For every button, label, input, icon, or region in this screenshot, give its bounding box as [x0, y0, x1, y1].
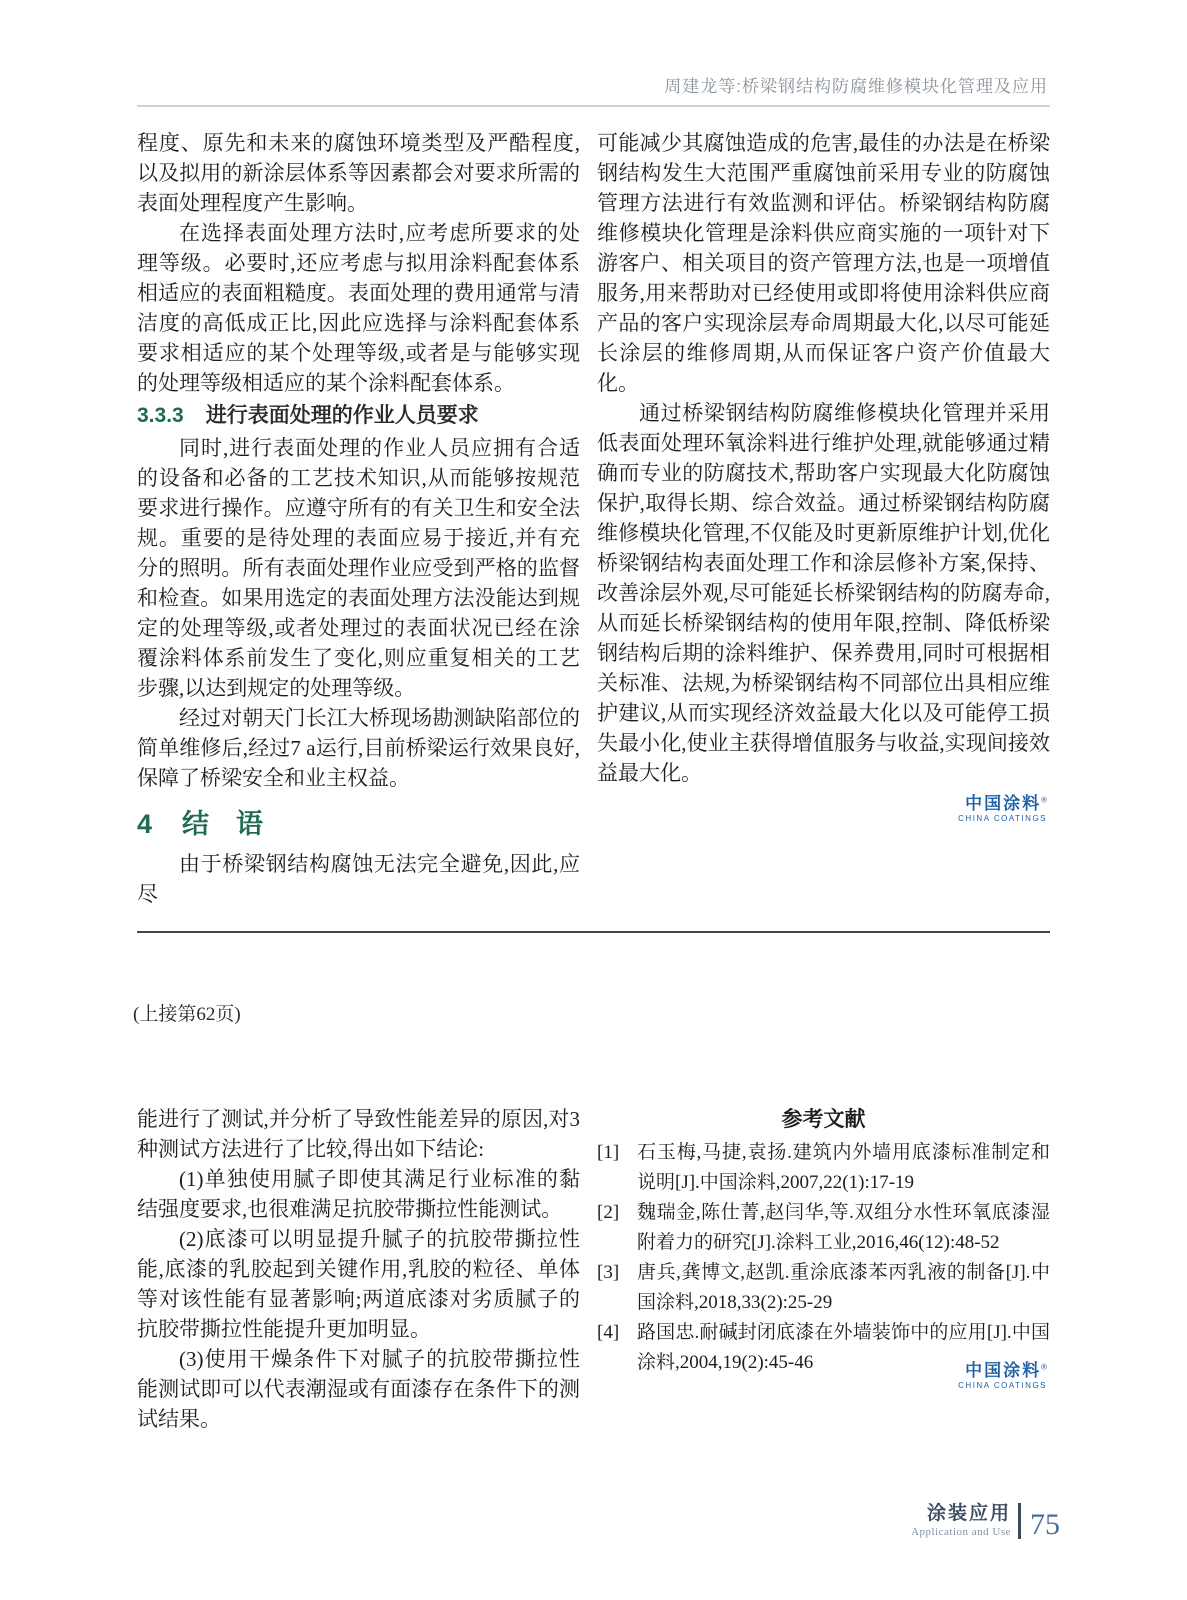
footer-divider-bar — [1018, 1503, 1021, 1539]
reference-entry — [597, 1198, 1050, 1258]
conclusion-item-3: (3)使用干燥条件下对腻子的抗胶带撕拉性能测试即可以代表潮湿或有面漆存在条件下的测试结果。 — [137, 1347, 580, 1431]
reference-text: 唐兵,龚博文,赵凯.重涂底漆苯丙乳液的制备[J].中国涂料,2018,33(2):25-29 — [637, 1262, 1050, 1313]
logo-wordmark — [958, 795, 1047, 814]
paragraph: 由于桥梁钢结构腐蚀无法完全避免,因此,应尽 — [137, 852, 580, 906]
registered-mark-icon: ® — [1041, 1362, 1047, 1372]
reference-text: 魏瑞金,陈仕菁,赵闫华,等.双组分水性环氧底漆湿附着力的研究[J].涂料工业,2016,46(12):48-52 — [637, 1202, 1050, 1253]
article2-column-left — [137, 1104, 580, 1434]
reference-text: 路国忠.耐碱封闭底漆在外墙装饰中的应用[J].中国涂料,2004,19(2):45-46 — [637, 1322, 1050, 1373]
article-divider-rule — [137, 931, 1050, 933]
section-title: 结 语 — [182, 809, 264, 839]
footer-section-en: Application and Use — [911, 1526, 1011, 1538]
page-footer — [911, 1500, 1060, 1542]
logo-en-text: CHINA COATINGS — [958, 813, 1047, 823]
running-head-rule — [137, 105, 1050, 107]
running-head-title: 周建龙等:桥梁钢结构防腐维修模块化管理及应用 — [664, 77, 1048, 96]
logo-wordmark — [958, 1362, 1047, 1381]
reference-entry — [597, 1258, 1050, 1318]
paragraph: 程度、原先和未来的腐蚀环境类型及严酷程度,以及拟用的新涂层体系等因素都会对要求所需的表面处理程度产生影响。 — [137, 131, 580, 215]
conclusion-item-1: (1)单独使用腻子即使其满足行业标准的黏结强度要求,也很难满足抗胶带撕拉性能测试。 — [137, 1167, 580, 1221]
section-heading-conclusion — [137, 807, 580, 841]
section-number: 4 — [137, 809, 153, 839]
paragraph: 能进行了测试,并分析了导致性能差异的原因,对3种测试方法进行了比较,得出如下结论: — [137, 1107, 580, 1161]
reference-label: [2] — [597, 1202, 620, 1223]
paragraph: 同时,进行表面处理的作业人员应拥有合适的设备和必备的工艺技术知识,从而能够按规范要求进行操作。应遵守所有的有关卫生和安全法规。重要的是待处理的表面应易于接近,并有充分的照明。所有表面处理作业应受到严格的监督和检查。如果用选定的表面处理方法没能达到规定的处理等级,或者处理过的表面状况已经在涂覆涂料体系前发生了变化,则应重复相关的工艺步骤,以达到规定的处理等级。 — [137, 436, 580, 700]
references-section — [597, 1104, 1050, 1378]
subsection-number: 3.3.3 — [137, 404, 184, 427]
reference-text: 石玉梅,马捷,袁扬.建筑内外墙用底漆标准制定和说明[J].中国涂料,2007,22(1):17-19 — [637, 1142, 1050, 1193]
reference-label: [4] — [597, 1322, 620, 1343]
continued-from-note: (上接第62页) — [133, 1004, 241, 1025]
article-column-left — [137, 128, 580, 909]
footer-section-name — [911, 1504, 1011, 1538]
paragraph: 经过对朝天门长江大桥现场勘测缺陷部位的简单维修后,经过7 a运行,目前桥梁运行效果良好,保障了桥梁安全和业主权益。 — [137, 706, 580, 790]
reference-label: [3] — [597, 1262, 620, 1283]
footer-section-cn: 涂装应用 — [926, 1503, 1011, 1524]
paragraph: 在选择表面处理方法时,应考虑所要求的处理等级。必要时,还应考虑与拟用涂料配套体系相适应的表面粗糙度。表面处理的费用通常与清洁度的高低成正比,因此应选择与涂料配套体系要求相适应的某个处理等级,或者是与能够实现的处理等级相适应的某个涂料配套体系。 — [137, 221, 580, 395]
subsection-title: 进行表面处理的作业人员要求 — [205, 404, 479, 427]
paragraph: 可能减少其腐蚀造成的危害,最佳的办法是在桥梁钢结构发生大范围严重腐蚀前采用专业的防腐蚀管理方法进行有效监测和评估。桥梁钢结构防腐维修模块化管理是涂料供应商实施的一项针对下游客户、相关项目的资产管理方法,也是一项增值服务,用来帮助对已经使用或即将使用涂料供应商产品的客户实现涂层寿命周期最大化,以尽可能延长涂层的维修周期,从而保证客户资产价值最大化。 — [597, 131, 1050, 395]
subsection-heading — [137, 401, 580, 431]
reference-entry — [597, 1138, 1050, 1198]
logo-cn-text: 中国涂料 — [965, 794, 1042, 813]
page-number: 75 — [1030, 1508, 1060, 1541]
registered-mark-icon: ® — [1041, 795, 1047, 805]
paragraph: 通过桥梁钢结构防腐维修模块化管理并采用低表面处理环氧涂料进行维护处理,就能够通过精确而专业的防腐技术,帮助客户实现最大化防腐蚀保护,取得长期、综合效益。通过桥梁钢结构防腐维修模块化管理,不仅能及时更新原维护计划,优化桥梁钢结构表面处理工作和涂层修补方案,保持、改善涂层外观,尽可能延长桥梁钢结构的防腐寿命,从而延长桥梁钢结构的使用年限,控制、降低桥梁钢结构后期的涂料维护、保养费用,同时可根据相关标准、法规,为桥梁钢结构不同部位出具相应维护建议,从而实现经济效益最大化以及可能停工损失最小化,使业主获得增值服务与收益,实现间接效益最大化。 — [597, 401, 1050, 785]
china-coatings-logo — [958, 795, 1047, 823]
conclusion-item-2: (2)底漆可以明显提升腻子的抗胶带撕拉性能,底漆的乳胶起到关键作用,乳胶的粒径、单体等对该性能有显著影响;两道底漆对劣质腻子的抗胶带撕拉性能提升更加明显。 — [137, 1227, 580, 1341]
logo-en-text: CHINA COATINGS — [958, 1380, 1047, 1390]
logo-cn-text: 中国涂料 — [965, 1361, 1042, 1380]
china-coatings-logo — [958, 1362, 1047, 1390]
references-heading: 参考文献 — [781, 1107, 866, 1131]
reference-label: [1] — [597, 1142, 620, 1163]
article-column-right — [597, 128, 1050, 788]
